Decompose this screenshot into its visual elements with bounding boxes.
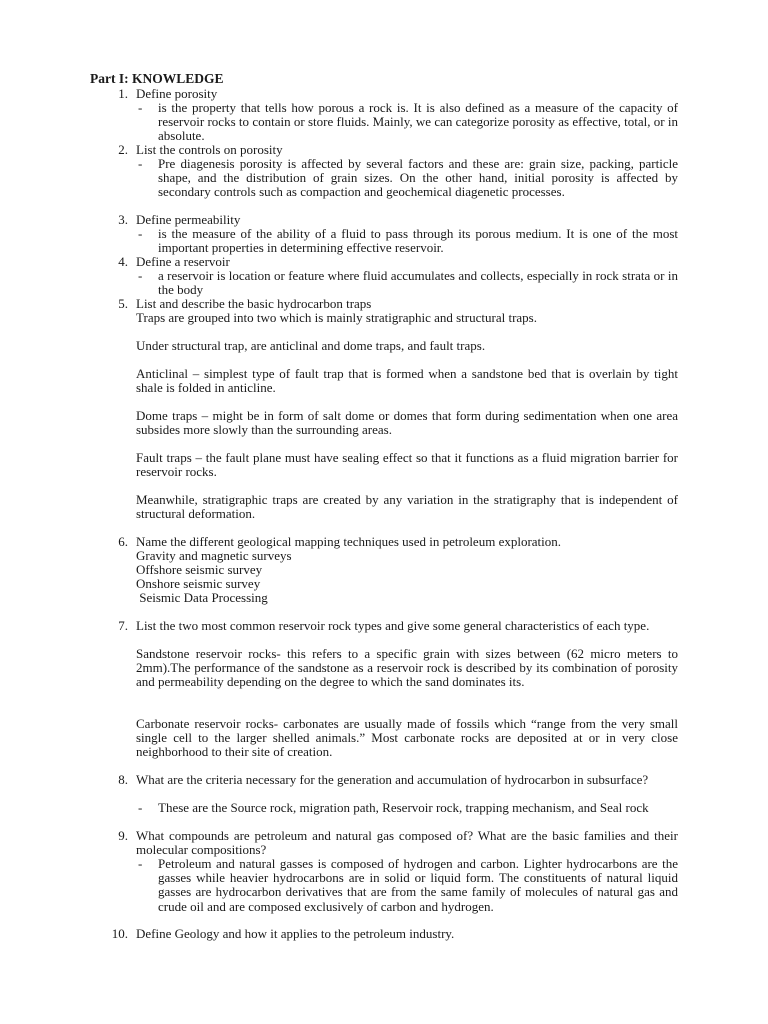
sandstone-paragraph: Sandstone reservoir rocks- this refers to a specific grain with sizes between (62 micro meters to 2mm).The performance of the sandstone as a reservoir rock is described by its combination of porosity and permeability depending on the degree to which the sand dominates its. <box>136 646 678 690</box>
fault-traps-paragraph: Fault traps – the fault plane must have sealing effect so that it functions as a fluid migration barrier for reservoir rocks. <box>136 450 678 480</box>
answer-text: is the measure of the ability of a fluid to pass through its porous medium. It is one of the most important properties in determining effective reservoir. <box>158 226 678 256</box>
question-number: 1. <box>118 86 128 101</box>
technique-item: Gravity and magnetic surveys <box>136 548 292 563</box>
question-number: 7. <box>118 618 128 633</box>
dash-marker: - <box>138 156 143 171</box>
answer-text: a reservoir is location or feature where fluid accumulates and collects, especially in rock strata or in the body <box>158 268 678 298</box>
answer-text: These are the Source rock, migration path, Reservoir rock, trapping mechanism, and Seal rock <box>158 800 649 815</box>
question-number: 5. <box>118 296 128 311</box>
answer-text: Petroleum and natural gasses is composed of hydrogen and carbon. Lighter hydrocarbons are the gasses while heavier hydrocarbons are in solid or liquid form. The constituents of natural liquid gasses are hydrocarbon derivatives that are from the same family of molecules of natural gas and crude oil and are composed exclusively of carbon and hydrogen. <box>158 856 678 914</box>
dash-marker: - <box>138 800 143 815</box>
question-number: 9. <box>118 828 128 843</box>
dash-marker: - <box>138 226 143 241</box>
question-text: List the two most common reservoir rock types and give some general characteristics of each type. <box>136 618 650 633</box>
question-text: Define Geology and how it applies to the petroleum industry. <box>136 926 455 941</box>
question-number: 6. <box>118 534 128 549</box>
question-text: List and describe the basic hydrocarbon traps <box>136 296 372 311</box>
question-number: 2. <box>118 142 128 157</box>
answer-text: Pre diagenesis porosity is affected by several factors and these are: grain size, packing, particle shape, and the distribution of grain sizes. On the other hand, initial porosity is affected by secondary controls such as compaction and geochemical diagenetic processes. <box>158 156 678 200</box>
question-number: 3. <box>118 212 128 227</box>
answer-text: is the property that tells how porous a rock is. It is also defined as a measure of the capacity of reservoir rocks to contain or store fluids. Mainly, we can categorize porosity as effective, total, or in absolute. <box>158 100 678 144</box>
question-text: Define a reservoir <box>136 254 230 269</box>
structural-trap-paragraph: Under structural trap, are anticlinal and dome traps, and fault traps. <box>136 338 486 353</box>
technique-item: Offshore seismic survey <box>136 562 263 577</box>
question-text: What are the criteria necessary for the generation and accumulation of hydrocarbon in subsurface? <box>136 772 649 787</box>
anticlinal-paragraph: Anticlinal – simplest type of fault trap that is formed when a sandstone bed that is overlain by tight shale is folded in anticline. <box>136 366 678 396</box>
section-heading: Part I: KNOWLEDGE <box>90 71 224 86</box>
question-text: List the controls on porosity <box>136 142 283 157</box>
question-text: Name the different geological mapping techniques used in petroleum exploration. <box>136 534 562 549</box>
question-text: Define porosity <box>136 86 218 101</box>
dome-traps-paragraph: Dome traps – might be in form of salt dome or domes that form during sedimentation when one area subsides more slowly than the surrounding areas. <box>136 408 678 438</box>
question-text: Define permeability <box>136 212 241 227</box>
stratigraphic-traps-paragraph: Meanwhile, stratigraphic traps are created by any variation in the stratigraphy that is independent of structural deformation. <box>136 492 678 522</box>
dash-marker: - <box>138 268 143 283</box>
dash-marker: - <box>138 100 143 115</box>
dash-marker: - <box>138 856 143 871</box>
question-number: 10. <box>111 926 128 941</box>
carbonate-paragraph: Carbonate reservoir rocks- carbonates are usually made of fossils which “range from the very small single cell to the larger shelled animals.” Most carbonate rocks are deposited at or in very close neighborhood to their site of creation. <box>136 716 678 760</box>
question-number: 4. <box>118 254 128 269</box>
question-number: 8. <box>118 772 128 787</box>
technique-item: Onshore seismic survey <box>136 576 261 591</box>
question-text: What compounds are petroleum and natural gas composed of? What are the basic families and their molecular compositions? <box>136 828 678 858</box>
technique-item: Seismic Data Processing <box>136 590 268 605</box>
traps-intro-paragraph: Traps are grouped into two which is mainly stratigraphic and structural traps. <box>136 310 537 325</box>
